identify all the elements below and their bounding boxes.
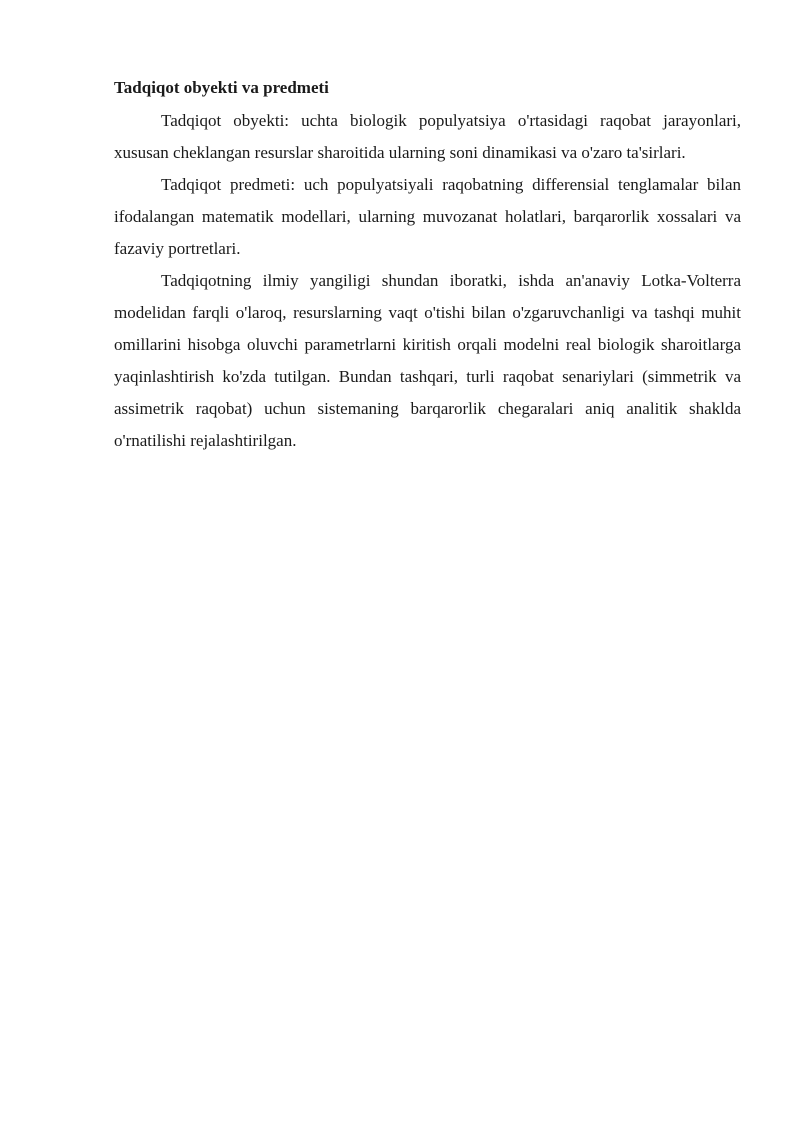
document-body [114, 76, 741, 457]
section-heading: Tadqiqot obyekti va predmeti [114, 78, 329, 97]
paragraph-research-object: Tadqiqot obyekti: uchta biologik populyatsiya o'rtasidagi raqobat jarayonlari, xususan cheklangan resurslar sharoitida ularning soni dinamikasi va o'zaro ta'sirlari. [114, 111, 741, 162]
paragraph-scientific-novelty: Tadqiqotning ilmiy yangiligi shundan iboratki, ishda an'anaviy Lotka-Volterra modelidan farqli o'laroq, resurslarning vaqt o'tishi bilan o'zgaruvchanligi va tashqi muhit omillarini hisobga oluvchi parametrlarni kiritish orqali modelni real biologik sharoitlarga yaqinlashtirish ko'zda tutilgan. Bundan tashqari, turli raqobat senariylari (simmetrik va assimetrik raqobat) uchun sistemaning barqarorlik chegaralari aniq analitik shaklda o'rnatilishi rejalashtirilgan. [114, 271, 741, 450]
paragraph-research-subject: Tadqiqot predmeti: uch populyatsiyali raqobatning differensial tenglamalar bilan ifodalangan matematik modellari, ularning muvozanat holatlari, barqarorlik xossalari va fazaviy portretlari. [114, 175, 741, 258]
